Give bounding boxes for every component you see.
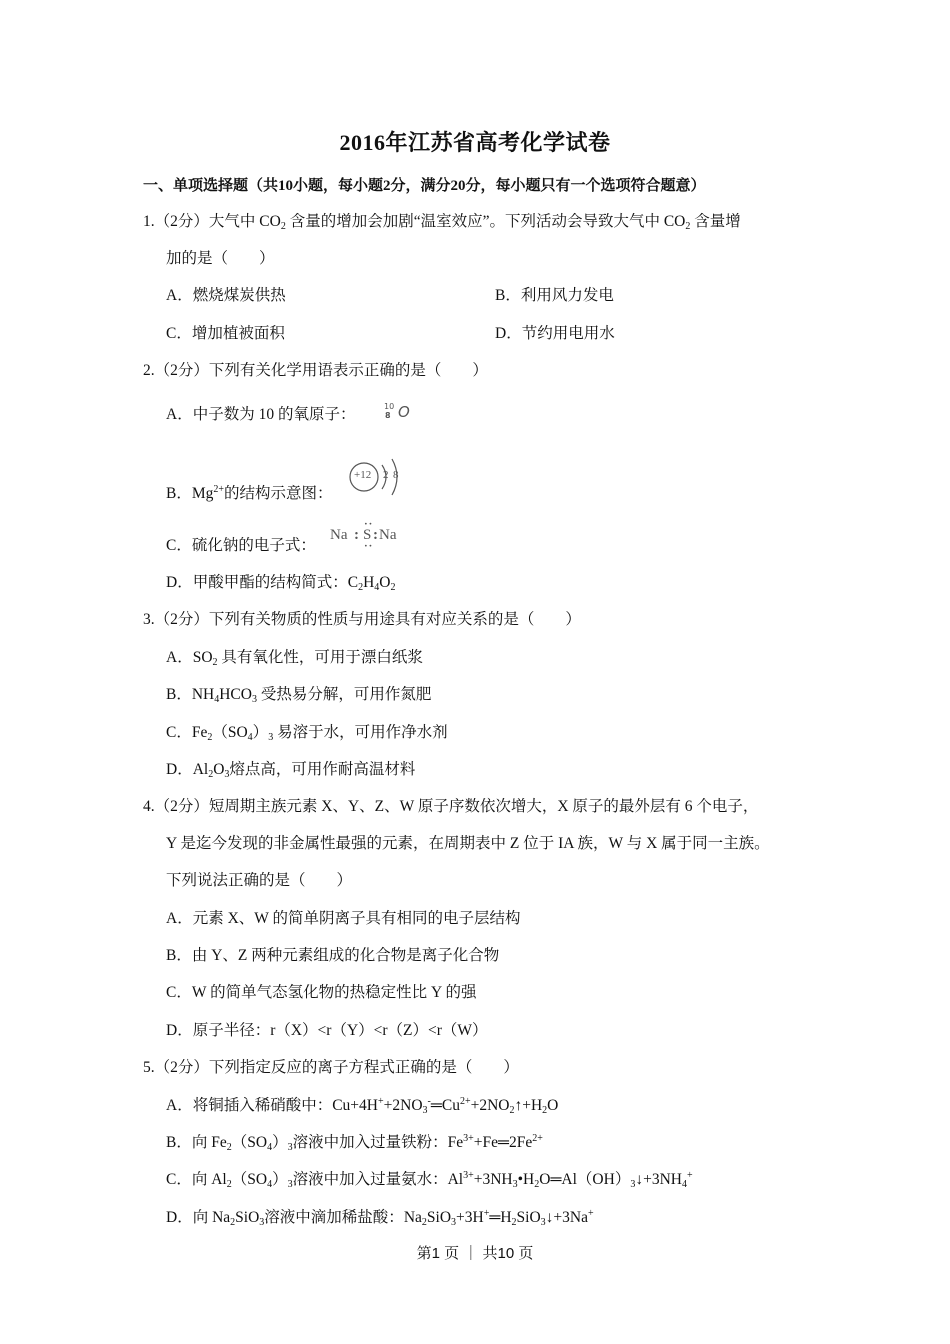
sodium-sulfide-electron-formula (330, 518, 410, 552)
question-2-option-c (166, 536, 316, 556)
question-score: （2分） (154, 213, 209, 230)
option-text: 燃烧煤炭供热 (192, 287, 286, 304)
formula-text: C (347, 574, 359, 591)
supscript: 2+ (532, 1133, 543, 1144)
formula-text: Fe (191, 724, 208, 741)
formula-text: Na (403, 1209, 422, 1226)
subscript: 3 (451, 1217, 457, 1228)
subscript: 4 (681, 1179, 687, 1190)
formula-text: O (547, 1097, 559, 1114)
supscript: 2+ (459, 1096, 471, 1107)
formula-text: ═Cu (430, 1097, 460, 1114)
option-label: B． (495, 287, 521, 304)
subscript: 3 (540, 1217, 546, 1228)
shell-1-electrons: 2 (383, 469, 389, 481)
option-label: B． (166, 1134, 192, 1151)
question-number: 1. (143, 213, 155, 230)
stem-text: 含量增 (690, 213, 741, 230)
subscript: 4 (247, 732, 253, 743)
mg-ion-structure-diagram (348, 455, 408, 505)
sodium-right: Na (379, 527, 397, 543)
question-score: （2分） (154, 611, 209, 628)
stem-text: 短周期主族元素 X、Y、Z、W 原子序数依次增大，X 原子的最外层有 6 个电子， (208, 798, 759, 815)
subscript: 2 (207, 732, 213, 743)
reactant-formula (211, 1134, 292, 1151)
option-text: 受热易分解，可用作氮肥 (260, 686, 432, 703)
supscript: 3+ (463, 1170, 474, 1181)
option-text: 利用风力发电 (520, 287, 614, 304)
question-3-stem (143, 610, 581, 630)
option-label: B． (166, 485, 192, 502)
formula-text: Al (192, 761, 209, 778)
formula-text: Na (212, 1209, 231, 1226)
electron-dots-bottom: ·· (364, 540, 374, 552)
subscript: 3 (259, 1217, 265, 1228)
question-number: 4. (143, 798, 155, 815)
supscript: + (378, 1096, 384, 1107)
stem-text: 下列指定反应的离子方程式正确的是（ ） (208, 1059, 519, 1076)
option-text: 向 (191, 1171, 212, 1188)
question-5-option-c (166, 1170, 693, 1190)
formula-text: •H (517, 1171, 535, 1188)
question-4-stem-cont-1: Y 是迄今发现的非金属性最强的元素，在周期表中 Z 位于 IA 族，W 与 X 属于同一主族。 (166, 835, 770, 852)
option-text: 将铜插入稀硝酸中： (192, 1097, 333, 1114)
formula-text: SiO (426, 1209, 452, 1226)
option-label: C． (166, 325, 192, 342)
option-text: 节约用电用水 (521, 325, 615, 342)
option-label: B． (166, 686, 192, 703)
question-4-option-c (166, 983, 476, 1003)
question-5-option-a (166, 1096, 558, 1116)
supscript: + (686, 1170, 693, 1181)
formula-text: Mg (191, 485, 214, 502)
option-text: W 的简单气态氢化物的热稳定性比 Y 的强 (191, 984, 477, 1001)
electron-dots-top: ·· (364, 518, 374, 530)
option-label: A． (166, 406, 193, 423)
option-text: 熔点高，可用作耐高温材料 (229, 761, 416, 778)
option-text: 溶液中加入过量铁粉： (292, 1134, 448, 1151)
option-text: 增加植被面积 (191, 325, 285, 342)
formula-text: （SO (231, 1171, 268, 1188)
question-score: （2分） (154, 362, 209, 379)
page-title: 2016年江苏省高考化学试卷 (339, 130, 611, 155)
option-text: 甲酸甲酯的结构简式： (192, 574, 348, 591)
question-1-stem-cont: 加的是（ ） (166, 250, 275, 267)
stem-text: 含量的增加会加剧“温室效应”。下列活动会导致大气中 CO (285, 213, 686, 230)
option-text: 硫化钠的电子式： (191, 537, 316, 554)
subscript: 2 (226, 1142, 232, 1153)
formula-text: O═Al（OH） (539, 1171, 631, 1188)
option-text: 易溶于水，可用作净水剂 (277, 724, 448, 741)
subscript: 3 (224, 769, 230, 780)
option-text: 溶液中加入过量氨水： (292, 1171, 448, 1188)
option-text: 向 (192, 1209, 213, 1226)
option-label: A． (166, 287, 193, 304)
option-label: D． (166, 761, 193, 778)
supscript: + (587, 1208, 594, 1219)
formula-text: +2NO (383, 1097, 423, 1114)
option-text: 溶液中滴加稀盐酸： (264, 1209, 404, 1226)
question-4-option-a (166, 909, 521, 929)
reactant-formula (212, 1209, 264, 1226)
formula-text: Cu+4H (332, 1097, 378, 1114)
question-score: （2分） (154, 1059, 209, 1076)
formula-text: （SO (231, 1134, 268, 1151)
stem-text: 下列有关物质的性质与用途具有对应关系的是（ ） (208, 611, 581, 628)
question-2-stem (143, 361, 488, 381)
question-3-option-d (166, 760, 415, 780)
formula-text: ） (252, 724, 269, 741)
option-label: C． (166, 984, 192, 1001)
subscript: 2 (212, 657, 218, 668)
subscript: 3 (287, 1142, 293, 1153)
question-2-option-a (166, 405, 355, 425)
formula-text: SO (192, 649, 213, 666)
formula-text: +2NO (470, 1097, 510, 1114)
option-label: D． (166, 1022, 193, 1039)
subscript: 2 (358, 582, 364, 593)
subscript: 2 (534, 1179, 540, 1190)
formula-text: O (213, 761, 225, 778)
option-label: C． (166, 724, 192, 741)
subscript: 3 (251, 694, 257, 705)
option-label: C． (166, 1171, 192, 1188)
question-1-stem (143, 212, 741, 232)
oxygen-isotope-figure (384, 402, 424, 426)
formula-text: NH (191, 686, 215, 703)
option-text: 向 (191, 1134, 212, 1151)
question-1-option-c (166, 324, 285, 344)
question-5-option-b (166, 1133, 543, 1153)
option-label: A． (166, 649, 193, 666)
question-3-option-b (166, 685, 431, 705)
formula-text: SiO (235, 1209, 260, 1226)
formula-text: ） (272, 1171, 288, 1188)
subscript: 3 (287, 1179, 293, 1190)
formula-text: +3H (456, 1209, 484, 1226)
question-2-option-b (166, 484, 333, 504)
atomic-number: 8 (385, 411, 391, 420)
subscript: 2 (509, 1105, 515, 1116)
shell-2-electrons: 8 (393, 469, 399, 481)
question-score: （2分） (154, 798, 209, 815)
formula-text: ═H (489, 1209, 512, 1226)
subscript: 2 (421, 1217, 427, 1228)
formula-text: ） (272, 1134, 288, 1151)
formula-text: （SO (212, 724, 248, 741)
subscript: 3 (268, 732, 274, 743)
formula-text: ↓+3Na (545, 1209, 588, 1226)
stem-text: 大气中 CO (208, 213, 281, 230)
question-3-option-a (166, 648, 423, 668)
formula-text: H (363, 574, 375, 591)
subscript: 4 (267, 1179, 273, 1190)
option-label: B． (166, 947, 192, 964)
question-1-option-b (495, 286, 614, 306)
subscript: 4 (214, 694, 220, 705)
electron-dots-left: : (354, 527, 359, 543)
subscript: 2 (280, 221, 286, 232)
supscript: 3+ (463, 1133, 474, 1144)
formula-text: Fe (211, 1134, 227, 1151)
formula-text: Al (447, 1171, 464, 1188)
option-label: A． (166, 1097, 193, 1114)
subscript: 3 (630, 1179, 636, 1190)
formula-text: ↑+H (514, 1097, 543, 1114)
supscript: - (427, 1096, 431, 1107)
question-4-option-b (166, 946, 499, 966)
question-number: 2. (143, 362, 155, 379)
subscript: 2 (230, 1217, 236, 1228)
ionic-equation (332, 1097, 558, 1114)
subscript: 3 (512, 1179, 518, 1190)
question-number: 5. (143, 1059, 155, 1076)
subscript: 3 (422, 1105, 428, 1116)
subscript: 2 (208, 769, 214, 780)
subscript: 2 (226, 1179, 232, 1190)
option-text: 由 Y、Z 两种元素组成的化合物是离子化合物 (191, 947, 500, 964)
element-symbol: O (398, 403, 410, 421)
subscript: 2 (390, 582, 396, 593)
supscript: + (483, 1208, 490, 1219)
page-footer: 第1 页 ｜ 共10 页 (416, 1245, 534, 1262)
subscript: 4 (374, 582, 380, 593)
formula-text: Fe (447, 1134, 464, 1151)
ionic-equation (448, 1171, 693, 1188)
reactant-formula (211, 1171, 292, 1188)
question-2-option-d (166, 573, 395, 593)
question-1-option-d (495, 324, 615, 344)
formula-text: +3NH (473, 1171, 513, 1188)
option-label: A． (166, 910, 193, 927)
option-text: 具有氧化性，可用于漂白纸浆 (221, 649, 423, 666)
option-text: 的结构示意图： (224, 485, 333, 502)
question-1-option-a (166, 286, 286, 306)
question-3-option-c (166, 723, 448, 743)
formula-text: Al (211, 1171, 227, 1188)
formula-text: ↓+3NH (635, 1171, 682, 1188)
option-label: D． (166, 574, 193, 591)
question-number: 3. (143, 611, 155, 628)
stem-text: 下列有关化学用语表示正确的是（ ） (208, 362, 488, 379)
option-label: C． (166, 537, 192, 554)
nucleus-charge: +12 (354, 469, 372, 481)
mass-number: 10 (384, 402, 395, 411)
question-4-stem (143, 797, 758, 817)
superscript: 2+ (213, 484, 225, 495)
subscript: 4 (267, 1142, 273, 1153)
option-label: D． (166, 1209, 193, 1226)
formula-text: SiO (516, 1209, 541, 1226)
ionic-equation (448, 1134, 543, 1151)
formula-text: O (379, 574, 391, 591)
option-text: 原子半径：r（X）<r（Y）<r（Z）<r（W） (192, 1022, 488, 1039)
subscript: 2 (511, 1217, 517, 1228)
question-5-stem (143, 1058, 519, 1078)
question-4-stem-cont-2: 下列说法正确的是（ ） (166, 872, 353, 889)
question-4-option-d (166, 1021, 488, 1041)
option-label: D． (495, 325, 522, 342)
ionic-equation (404, 1209, 594, 1226)
section-heading: 一、单项选择题（共10小题，每小题2分，满分20分，每小题只有一个选项符合题意） (143, 178, 706, 194)
sodium-left: Na (330, 527, 348, 543)
option-text: 元素 X、W 的简单阴离子具有相同的电子层结构 (192, 910, 521, 927)
sulfur-symbol: S (363, 527, 372, 543)
formula-text: HCO (219, 686, 252, 703)
question-5-option-d (166, 1208, 594, 1228)
option-text: 中子数为 10 的氧原子： (192, 406, 356, 423)
formula-text: +Fe═2Fe (473, 1134, 533, 1151)
electron-dots-right: : (373, 527, 378, 543)
subscript: 2 (685, 221, 691, 232)
subscript: 2 (542, 1105, 548, 1116)
